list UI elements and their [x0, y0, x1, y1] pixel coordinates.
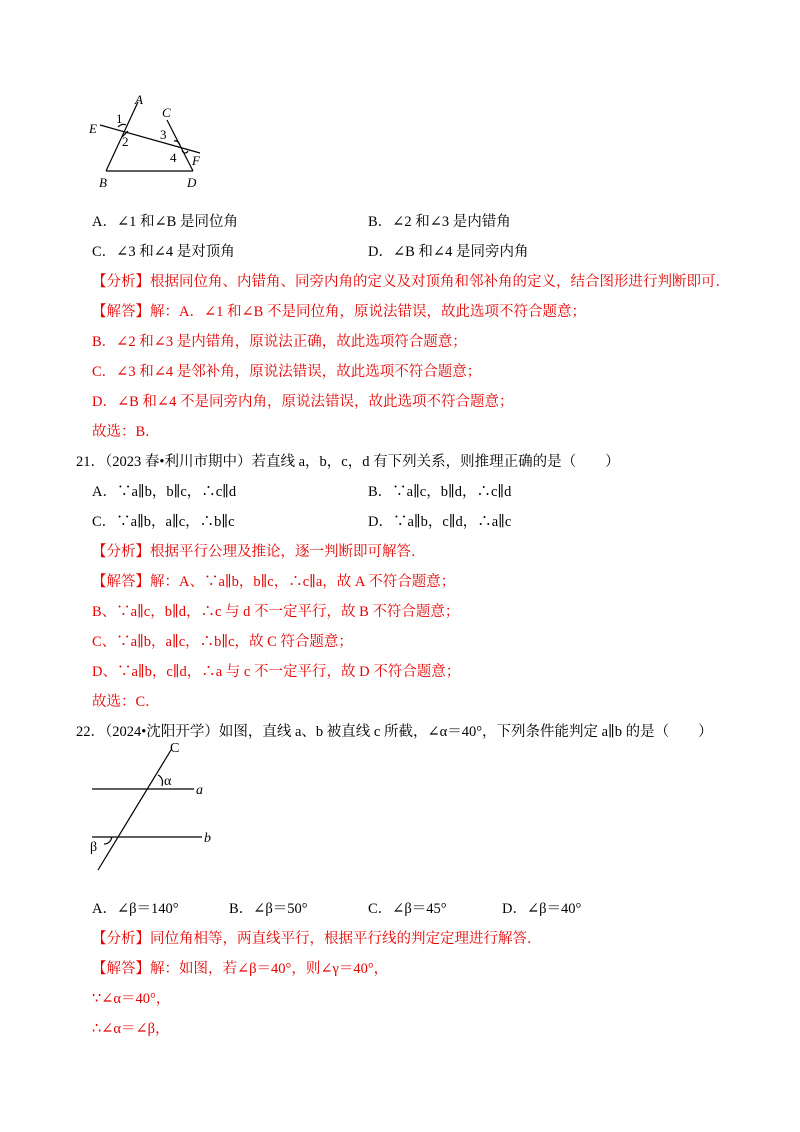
- q22-answer-line-3: ∴∠α＝∠β，: [92, 1021, 170, 1037]
- label-a: a: [196, 783, 203, 798]
- angle-alpha-arc: [158, 775, 163, 786]
- q21-option-c: C．∵a∥b，a∥c，∴b∥c: [92, 514, 235, 530]
- label-C: C: [162, 105, 171, 120]
- q22-answer-line-1: 【解答】解：如图，若∠β＝40°，则∠γ＝40°，: [92, 961, 389, 977]
- q22-stem: 22．（2024•沈阳开学）如图，直线 a、b 被直线 c 所截，∠α＝40°，下列条件能判定 a∥b 的是（ ）: [76, 724, 713, 740]
- q22-analysis: 【分析】同位角相等，两直线平行，根据平行线的判定定理进行解答．: [92, 931, 542, 947]
- q20-choice: 故选：B．: [92, 424, 160, 440]
- label-D: D: [187, 175, 197, 190]
- line-c: [98, 750, 171, 870]
- q20-option-a: A．∠1 和∠B 是同位角: [92, 214, 238, 230]
- q20-analysis: 【分析】根据同位角、内错角、同旁内角的定义及对顶角和邻补角的定义，结合图形进行判断即可．: [92, 274, 730, 290]
- label-F: F: [192, 153, 200, 168]
- angle-3-arc: [174, 141, 180, 145]
- q21-answer-line-4: D、∵a∥b，c∥d，∴a 与 c 不一定平行，故 D 不符合题意；: [92, 664, 461, 680]
- label-C: C: [170, 741, 180, 756]
- q20-figure: [88, 92, 218, 190]
- q22-option-b: B．∠β＝50°: [229, 901, 308, 917]
- label-2: 2: [122, 134, 129, 149]
- q22-answer-line-2: ∵∠α＝40°，: [92, 991, 171, 1007]
- angle-4-arc: [182, 151, 188, 153]
- label-4: 4: [170, 150, 177, 165]
- q20-option-c: C．∠3 和∠4 是对顶角: [92, 244, 235, 260]
- label-1: 1: [116, 111, 123, 126]
- label-3: 3: [160, 127, 167, 142]
- q21-option-b: B．∵a∥c，b∥d，∴c∥d: [368, 484, 512, 500]
- label-B: B: [99, 175, 107, 190]
- label-alpha: α: [164, 774, 172, 789]
- angle-beta-arc: [104, 837, 112, 844]
- q21-answer-line-3: C、∵a∥b，a∥c，∴b∥c，故 C 符合题意；: [92, 634, 353, 650]
- label-b: b: [204, 831, 211, 846]
- q21-option-d: D．∵a∥b，c∥d，∴a∥c: [368, 514, 512, 530]
- line-ef: [100, 125, 200, 153]
- q22-option-a: A．∠β＝140°: [92, 901, 179, 917]
- q20-answer-line-2: B．∠2 和∠3 是内错角，原说法正确，故此选项符合题意；: [92, 334, 467, 350]
- q21-stem: 21．（2023 春•利川市期中）若直线 a，b，c，d 有下列关系，则推理正确的是（ ）: [76, 454, 620, 470]
- q22-figure: [88, 740, 228, 875]
- q20-option-d: D．∠B 和∠4 是同旁内角: [368, 244, 529, 260]
- q20-option-b: B．∠2 和∠3 是内错角: [368, 214, 511, 230]
- q21-answer-line-1: 【解答】解：A、∵a∥b，b∥c，∴c∥a，故 A 不符合题意；: [92, 574, 456, 590]
- label-E: E: [89, 121, 97, 136]
- q21-choice: 故选：C．: [92, 694, 160, 710]
- q21-option-a: A．∵a∥b，b∥c，∴c∥d: [92, 484, 237, 500]
- label-A: A: [135, 92, 143, 107]
- q22-option-c: C．∠β＝45°: [368, 901, 447, 917]
- q20-answer-line-4: D．∠B 和∠4 不是同旁内角，原说法错误，故此选项不符合题意；: [92, 394, 514, 410]
- q20-answer-line-1: 【解答】解：A．∠1 和∠B 不是同位角，原说法错误，故此选项不符合题意；: [92, 304, 586, 320]
- q21-answer-line-2: B、∵a∥c，b∥d，∴c 与 d 不一定平行，故 B 不符合题意；: [92, 604, 460, 620]
- q21-analysis: 【分析】根据平行公理及推论，逐一判断即可解答．: [92, 544, 426, 560]
- label-beta: β: [90, 840, 98, 855]
- q20-answer-line-3: C．∠3 和∠4 是邻补角，原说法错误，故此选项不符合题意；: [92, 364, 482, 380]
- q22-option-d: D．∠β＝40°: [502, 901, 582, 917]
